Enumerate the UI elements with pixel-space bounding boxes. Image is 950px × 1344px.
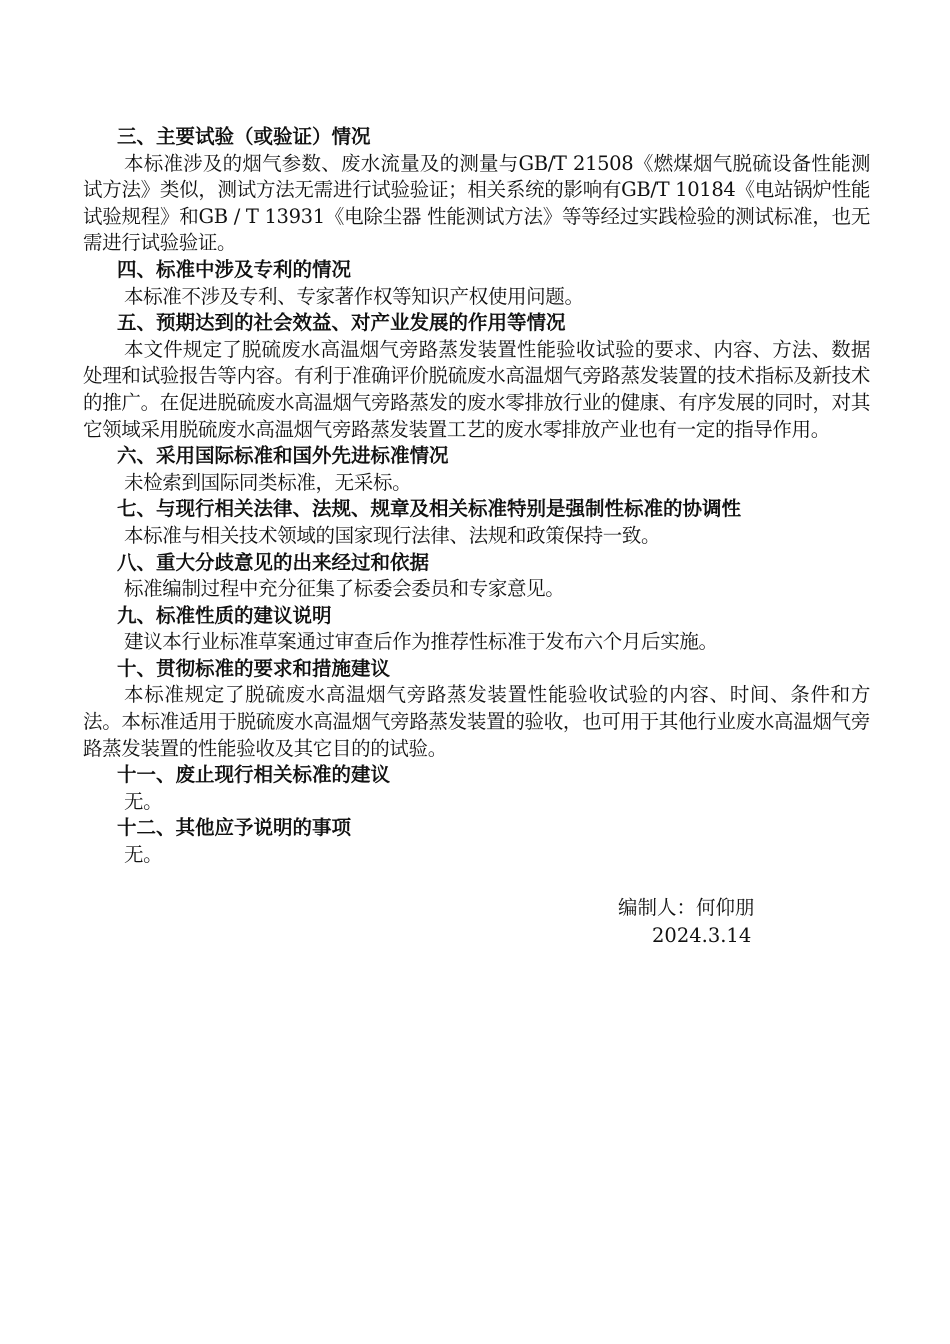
author-line: 编制人：何仰朋 — [618, 895, 755, 919]
section-5 — [83, 310, 870, 443]
section-body: 本标准与相关技术领域的国家现行法律、法规和政策保持一致。 — [124, 523, 661, 547]
section-7 — [83, 496, 870, 549]
section-body: 无。 — [124, 843, 163, 867]
section-body: 标准编制过程中充分征集了标委会委员和专家意见。 — [124, 577, 565, 601]
section-heading: 七、与现行相关法律、法规、规章及相关标准特别是强制性标准的协调性 — [117, 497, 742, 521]
section-body: 本文件规定了脱硫废水高温烟气旁路蒸发装置性能验收试验的要求、内容、方法、数据处理和试验报告等内容。有利于准确评价脱硫废水高温烟气旁路蒸发装置的技术指标及新技术的推广。在促进脱硫废水高温烟气旁路蒸发的废水零排放行业的健康、有序发展的同时，对其它领域采用脱硫废水高温烟气旁路蒸发装置工艺的废水零排放产业也有一定的指导作用。 — [83, 337, 870, 441]
document-page — [83, 124, 870, 950]
section-10 — [83, 656, 870, 762]
section-heading: 三、主要试验（或验证）情况 — [117, 125, 371, 148]
section-heading: 四、标准中涉及专利的情况 — [117, 257, 352, 281]
section-heading: 十二、其他应予说明的事项 — [117, 816, 352, 840]
section-6 — [83, 443, 870, 496]
section-heading: 十、贯彻标准的要求和措施建议 — [117, 656, 391, 680]
section-heading: 五、预期达到的社会效益、对产业发展的作用等情况 — [117, 311, 566, 335]
section-9 — [83, 603, 870, 656]
signature-block — [83, 894, 870, 950]
section-heading: 九、标准性质的建议说明 — [117, 603, 332, 627]
section-11 — [83, 762, 870, 815]
section-3 — [83, 124, 870, 257]
section-heading: 六、采用国际标准和国外先进标准情况 — [117, 444, 449, 468]
section-heading: 八、重大分歧意见的出来经过和依据 — [117, 550, 430, 574]
date-line: 2024.3.14 — [652, 923, 752, 947]
section-body: 无。 — [124, 789, 163, 813]
section-4 — [83, 257, 870, 310]
section-8 — [83, 550, 870, 603]
section-heading: 十一、废止现行相关标准的建议 — [117, 763, 391, 787]
section-body: 本标准规定了脱硫废水高温烟气旁路蒸发装置性能验收试验的内容、时间、条件和方法。本标准适用于脱硫废水高温烟气旁路蒸发装置的验收，也可用于其他行业废水高温烟气旁路蒸发装置的性能验收及其它目的的试验。 — [83, 683, 870, 760]
section-body: 本标准涉及的烟气参数、废水流量及的测量与GB/T 21508《燃煤烟气脱硫设备性能测试方法》类似，测试方法无需进行试验验证；相关系统的影响有GB/T 10184《电站锅炉性能试验规程》和GB / T 13931《电除尘器 性能测试方法》等等经过实践检验的测试标准，也无需进行试验验证。 — [83, 151, 870, 255]
section-body: 本标准不涉及专利、专家著作权等知识产权使用问题。 — [124, 284, 584, 308]
section-body: 未检索到国际同类标准，无采标。 — [124, 470, 412, 494]
section-12 — [83, 815, 870, 868]
section-body: 建议本行业标准草案通过审查后作为推荐性标准于发布六个月后实施。 — [124, 630, 718, 654]
